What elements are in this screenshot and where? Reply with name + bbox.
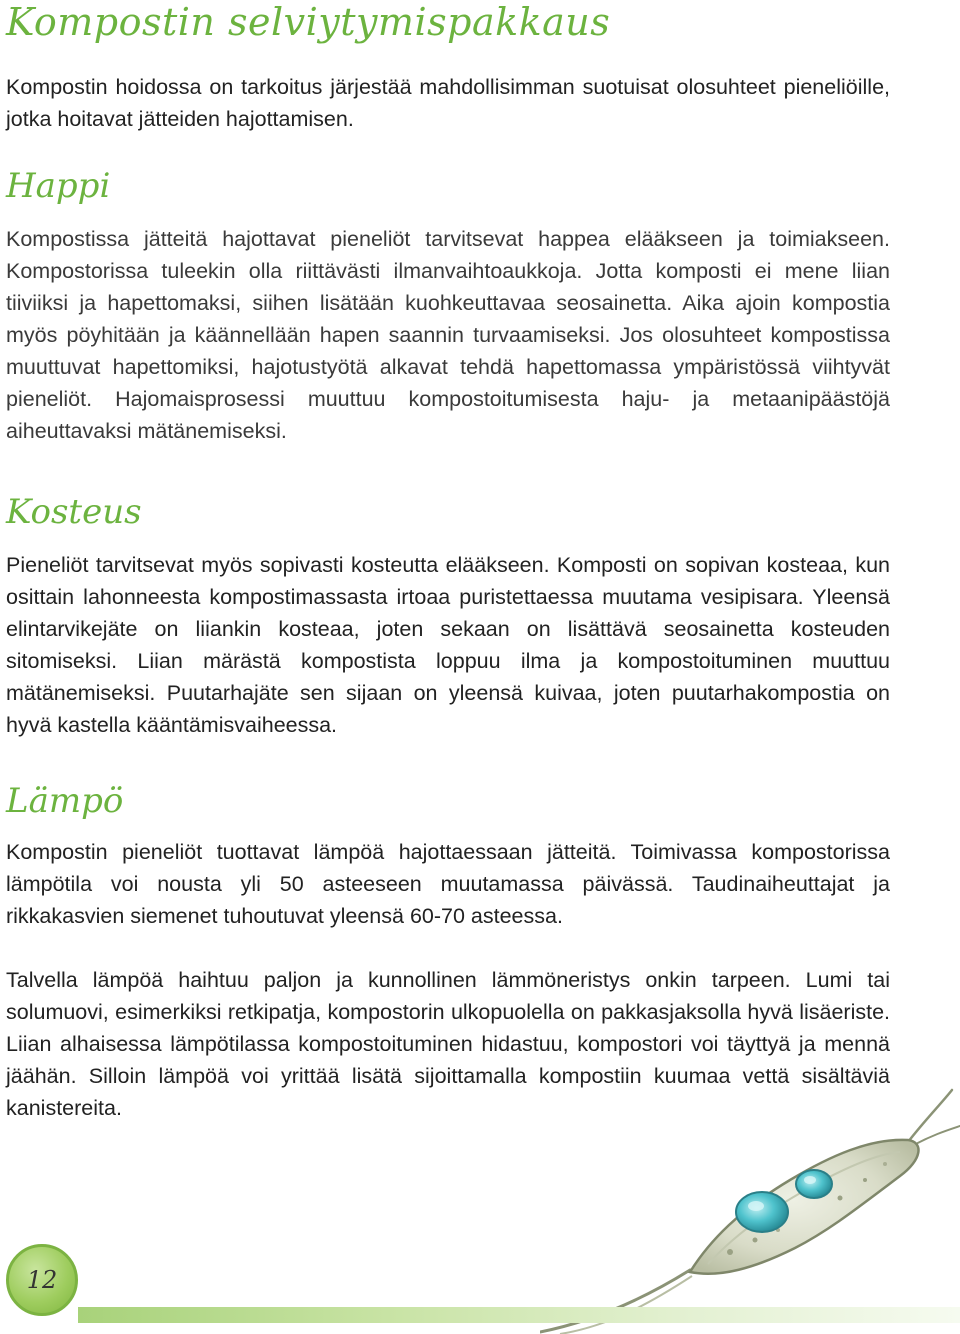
page-number-badge: [6, 1244, 78, 1316]
page-number: 12: [26, 1266, 58, 1294]
section-heading-lampo: Lämpö: [6, 781, 124, 821]
protozoan-illustration: [540, 1080, 960, 1334]
intro-paragraph: Kompostin hoidossa on tarkoitus järjestää mahdollisimman suotuisat olosuhteet pieneliöille, jotka hoitavat jätteiden hajottamisen.: [6, 75, 890, 131]
section-heading-happi: Happi: [6, 166, 111, 206]
section-heading-kosteus: Kosteus: [6, 492, 142, 532]
section-paragraph-lampo-2: Talvella lämpöä haihtuu paljon ja kunnollinen lämmöneristys onkin tarpeen. Lumi tai solumuovi, esimerkiksi retkipatja, kompostorin ulkopuolella on pakkasjaksolla hyvä lisäeriste. Liian alhaisessa lämpötilassa kompostoituminen hidastuu, kompostori voi täyttyä ja mennä jäähän. Silloin lämpöä voi yrittää lisätä sijoittamalla kompostiin kuumaa vettä sisältäviä kanistereita.: [6, 968, 890, 1120]
section-paragraph-happi: Kompostissa jätteitä hajottavat pieneliöt tarvitsevat happea elääkseen ja toimiakseen. Kompostorissa tuleekin olla riittävästi ilmanvaihtoaukkoja. Jotta komposti ei mene liian tiiviiksi ja hapettomaksi, siihen lisätään kuohkeuttavaa seosainetta. Aika ajoin kompostia myös pöyhitään ja käännellään hapen saannin turvaamiseksi. Jos olosuhteet kompostissa muuttuvat hapettomiksi, hajotustyötä alkavat tehdä hapettomassa ympäristössä viihtyvät pieneliöt. Hajomaisprosessi muuttuu kompostoitumisesta haju- ja metaanipäästöjä aiheuttavaksi mätänemiseksi.: [6, 227, 890, 443]
section-paragraph-kosteus: Pieneliöt tarvitsevat myös sopivasti kosteutta elääkseen. Komposti on sopivan kosteaa, kun osittain lahonneesta kompostimassasta irtoaa puristettaessa muutama vesipisara. Yleensä elintarvikejäte on liiankin kosteaa, joten sekaan on lisättävä seosainetta kosteuden sitomiseksi. Liian märästä kompostista loppuu ilma ja kompostoituminen muuttuu mätänemiseksi. Puutarhajäte sen sijaan on yleensä kuivaa, joten puutarhakompostia on hyvä kastella kääntämisvaiheessa.: [6, 553, 890, 737]
page-title: Kompostin selviytymispakkaus: [6, 0, 611, 44]
footer-bar: [78, 1307, 960, 1323]
section-paragraph-lampo-1: Kompostin pieneliöt tuottavat lämpöä hajottaessaan jätteitä. Toimivassa kompostorissa lämpötila voi nousta yli 50 asteeseen muutamassa päivässä. Taudinaiheuttajat ja rikkakasvien siemenet tuhoutuvat yleensä 60-70 asteessa.: [6, 840, 890, 928]
